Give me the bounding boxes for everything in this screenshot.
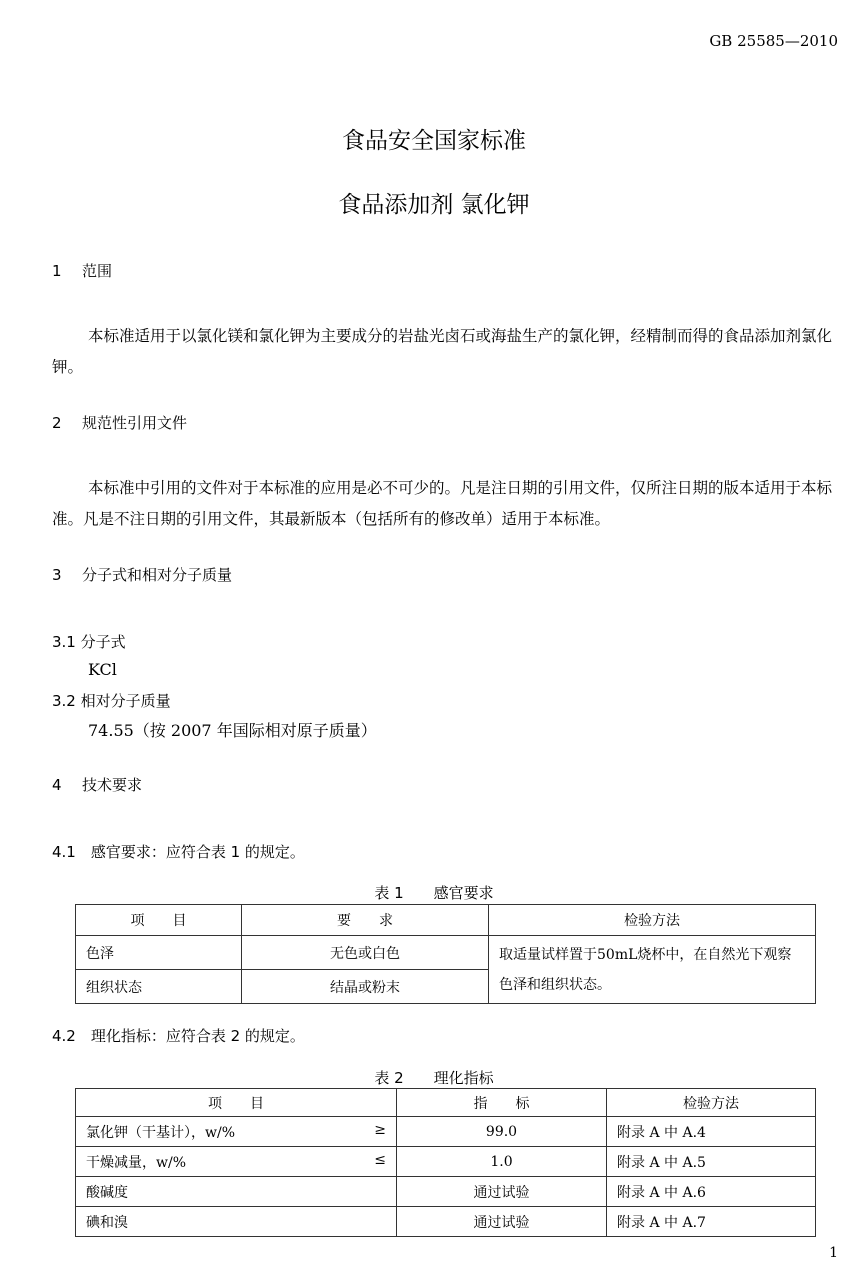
section-title: 分子式和相对分子质量 xyxy=(82,566,233,584)
table-2-caption xyxy=(0,1067,868,1088)
column-header: 项 目 xyxy=(76,1089,397,1117)
subsection-3-1-title: 3.1 分子式 xyxy=(52,633,126,651)
value-cell: 99.0 xyxy=(397,1117,607,1147)
section-number: 2 xyxy=(52,414,62,432)
section-1-heading xyxy=(52,260,112,281)
sensory-requirements-table xyxy=(75,904,816,1004)
section-number: 4 xyxy=(52,776,62,794)
molecular-formula: KCl xyxy=(88,660,117,679)
subsection-4-2: 4.2 理化指标：应符合表 2 的规定。 xyxy=(52,1027,305,1045)
section-title: 技术要求 xyxy=(82,776,143,794)
method-cell: 附录 A 中 A.5 xyxy=(607,1147,816,1177)
requirement-cell: 结晶或粉末 xyxy=(242,970,489,1004)
section-title: 范围 xyxy=(82,262,113,280)
item-cell: 组织状态 xyxy=(76,970,242,1004)
document-subtitle: 食品添加剂 氯化钾 xyxy=(338,192,530,218)
table-row xyxy=(76,1147,816,1177)
table-row xyxy=(76,1117,816,1147)
table-number: 表 1 xyxy=(374,884,404,902)
method-cell: 附录 A 中 A.7 xyxy=(607,1207,816,1237)
relation-symbol: ≥ xyxy=(374,1121,386,1138)
item-cell xyxy=(76,1147,397,1177)
value-cell: 1.0 xyxy=(397,1147,607,1177)
section-number: 3 xyxy=(52,566,62,584)
molecular-mass: 74.55（按 2007 年国际相对原子质量） xyxy=(88,721,377,740)
relation-symbol: ≤ xyxy=(374,1151,386,1168)
requirement-cell: 无色或白色 xyxy=(242,936,489,970)
document-title: 食品安全国家标准 xyxy=(342,128,526,154)
section-title: 规范性引用文件 xyxy=(82,414,188,432)
section-2-heading xyxy=(52,412,187,433)
item-cell xyxy=(76,1207,397,1237)
section-4-heading xyxy=(52,774,142,795)
table-title: 感官要求 xyxy=(433,884,494,902)
column-header: 检验方法 xyxy=(489,905,816,936)
table-row xyxy=(76,936,816,970)
section-3-heading xyxy=(52,564,232,585)
item-label: 干燥减量，w/% xyxy=(86,1154,187,1171)
table-row xyxy=(76,1177,816,1207)
column-header: 指 标 xyxy=(397,1089,607,1117)
value-cell: 通过试验 xyxy=(397,1177,607,1207)
item-cell: 色泽 xyxy=(76,936,242,970)
page-number: 1 xyxy=(829,1245,838,1261)
column-header: 项 目 xyxy=(76,905,242,936)
column-header: 要 求 xyxy=(242,905,489,936)
section-2-text: 本标准中引用的文件对于本标准的应用是必不可少的。凡是注日期的引用文件，仅所注日期的版本适用于本标准。凡是不注日期的引用文件，其最新版本（包括所有的修改单）适用于本标准。 xyxy=(52,479,833,528)
section-number: 1 xyxy=(52,262,62,280)
table-title: 理化指标 xyxy=(433,1069,494,1087)
item-cell xyxy=(76,1177,397,1207)
subsection-3-2-title: 3.2 相对分子质量 xyxy=(52,692,171,710)
value-cell: 通过试验 xyxy=(397,1207,607,1237)
column-header: 检验方法 xyxy=(607,1089,816,1117)
standard-number: GB 25585—2010 xyxy=(709,32,838,50)
table-header-row xyxy=(76,1089,816,1117)
subsection-4-1: 4.1 感官要求：应符合表 1 的规定。 xyxy=(52,843,305,861)
method-cell: 附录 A 中 A.4 xyxy=(607,1117,816,1147)
item-label: 酸碱度 xyxy=(86,1184,128,1201)
method-cell: 取适量试样置于50mL烧杯中，在自然光下观察色泽和组织状态。 xyxy=(489,936,816,1004)
method-cell: 附录 A 中 A.6 xyxy=(607,1177,816,1207)
physicochemical-indicators-table xyxy=(75,1088,816,1237)
table-1-caption xyxy=(0,882,868,903)
table-number: 表 2 xyxy=(374,1069,404,1087)
item-label: 氯化钾（干基计），w/% xyxy=(86,1124,236,1141)
section-1-text: 本标准适用于以氯化镁和氯化钾为主要成分的岩盐光卤石或海盐生产的氯化钾，经精制而得的食品添加剂氯化钾。 xyxy=(52,327,833,376)
table-row xyxy=(76,1207,816,1237)
table-header-row xyxy=(76,905,816,936)
item-cell xyxy=(76,1117,397,1147)
item-label: 碘和溴 xyxy=(86,1214,128,1231)
